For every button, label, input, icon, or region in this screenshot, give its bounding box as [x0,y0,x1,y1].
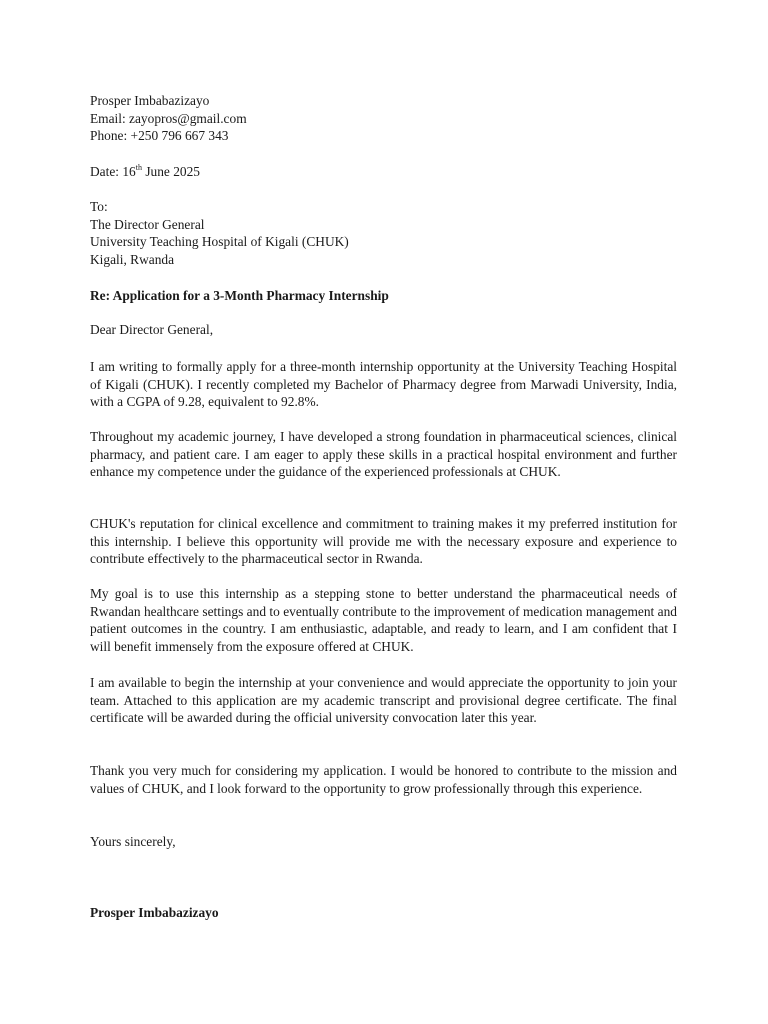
sender-block [90,92,677,145]
signature-name: Prosper Imbabazizayo [90,905,219,920]
body-paragraph-1: I am writing to formally apply for a three-month internship opportunity at the University Teaching Hospital of Kigali (CHUK). I recently completed my Bachelor of Pharmacy degree from Marwadi University, India, with a CGPA of 9.28, equivalent to 92.8%. [90,359,677,410]
body-paragraph-2: Throughout my academic journey, I have developed a strong foundation in pharmaceutical sciences, clinical pharmacy, and patient care. I am eager to apply these skills in a practical hospital environment and further enhance my competence under the guidance of the experienced professionals at CHUK. [90,429,677,480]
date-prefix: Date: 16 [90,164,136,179]
sender-phone: Phone: +250 796 667 343 [90,128,229,144]
date-line [90,163,677,181]
body-paragraph-4: My goal is to use this internship as a stepping stone to better understand the pharmaceutical needs of Rwandan healthcare settings and to eventually contribute to the improvement of medication management and patient outcomes in the country. I am enthusiastic, adaptable, and ready to learn, and I am confident that I will benefit immensely from the exposure offered at CHUK. [90,586,677,654]
date-ordinal-suffix: th [135,162,142,172]
body-paragraph-6: Thank you very much for considering my application. I would be honored to contribute to the mission and values of CHUK, and I look forward to the opportunity to grow professionally through this experience. [90,763,677,796]
recipient-title: The Director General [90,216,205,232]
recipient-block [90,198,677,268]
body-paragraph-5: I am available to begin the internship at your convenience and would appreciate the opportunity to join your team. Attached to this application are my academic transcript and provisional degree certificate. The final certificate will be awarded during the official university convocation later this year. [90,675,677,726]
sender-name: Prosper Imbabazizayo [90,93,210,108]
recipient-to: To: [90,199,108,214]
date-rest: June 2025 [141,164,201,179]
salutation: Dear Director General, [90,322,214,337]
subject-line: Re: Application for a 3-Month Pharmacy Internship [90,288,389,303]
body-paragraph-3: CHUK's reputation for clinical excellence and commitment to training makes it my preferred institution for this internship. I believe this opportunity will provide me with the necessary exposure and experience to contribute effectively to the pharmaceutical sector in Rwanda. [90,516,677,567]
sender-email: Email: zayopros@gmail.com [90,110,247,126]
closing: Yours sincerely, [90,834,176,849]
recipient-organization: University Teaching Hospital of Kigali (CHUK) [90,234,349,250]
recipient-location: Kigali, Rwanda [90,251,175,267]
